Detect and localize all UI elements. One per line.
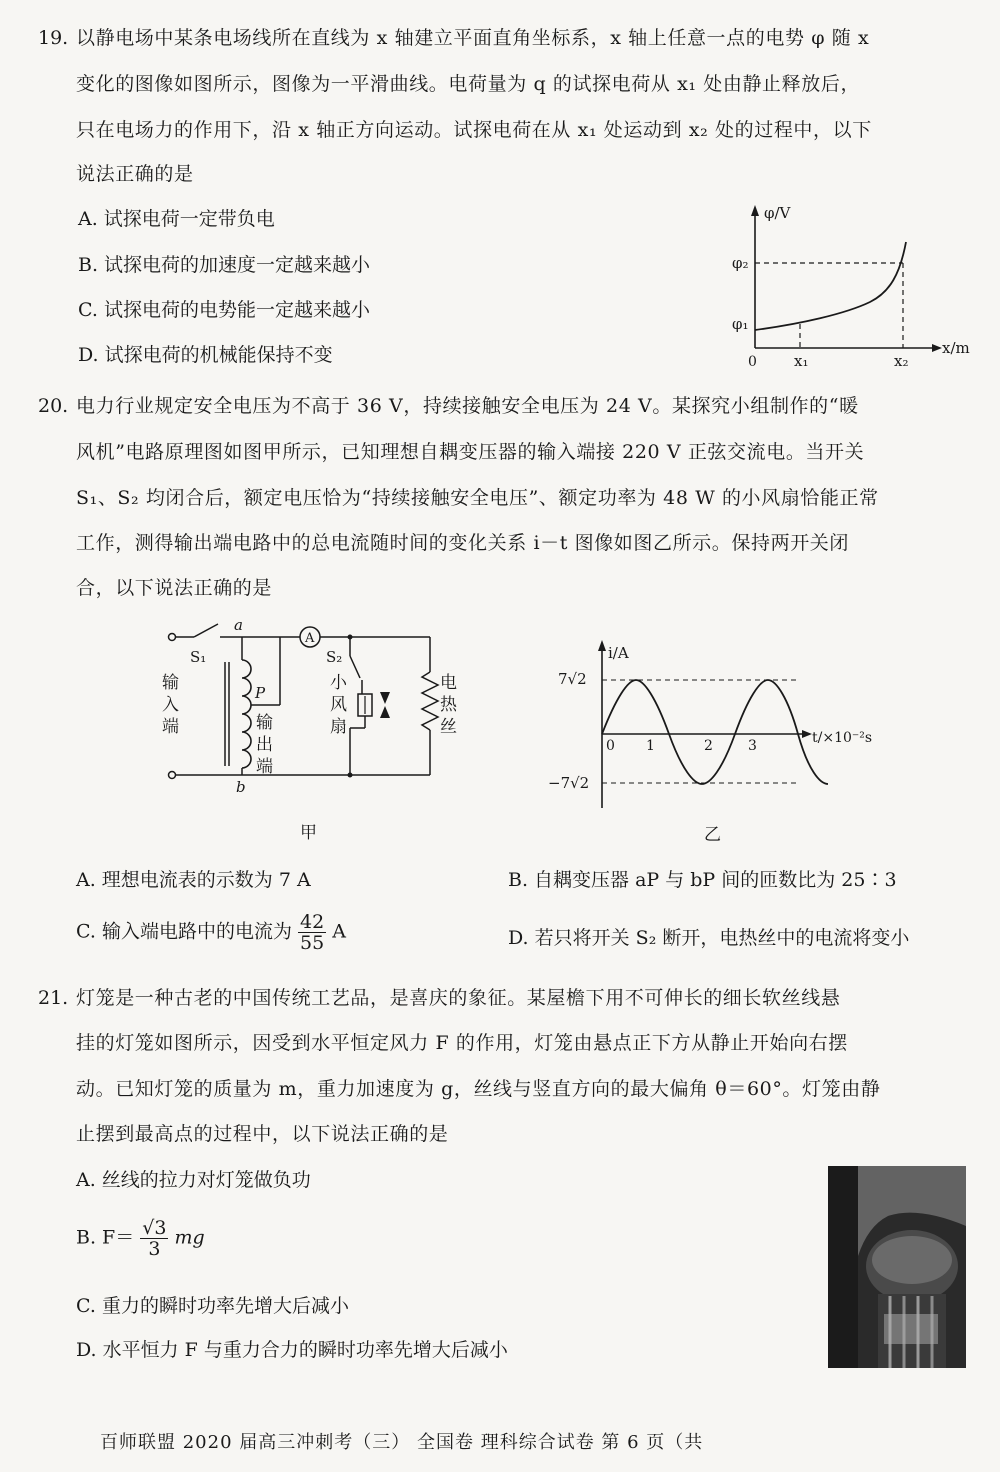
q21-option-b-prefix: B. F＝ xyxy=(76,1226,135,1249)
page-footer: 百师联盟 2020 届高三冲刺考（三） 全国卷 理科综合试卷 第 6 页（共 xyxy=(100,1432,704,1453)
wave-tick-0: 0 xyxy=(606,738,615,754)
q20-option-a: A. 理想电流表的示数为 7 A xyxy=(76,869,311,891)
q21-option-d: D. 水平恒力 F 与重力合力的瞬时功率先增大后减小 xyxy=(76,1339,508,1361)
fan-label-2: 风 xyxy=(330,695,347,715)
wave-x-axis-label: t/×10⁻²s xyxy=(812,730,873,746)
wave-y-axis-label: i/A xyxy=(608,644,629,662)
input-label-1: 输 xyxy=(162,673,179,693)
q21-option-b-suffix: mg xyxy=(174,1226,205,1249)
s1-switch-blade xyxy=(194,624,218,637)
q21-line-3: 动。已知灯笼的质量为 m，重力加速度为 g，丝线与竖直方向的最大偏角 θ＝60°。灯笼由静 xyxy=(76,1078,881,1100)
fan-blade-icon xyxy=(380,692,390,704)
q21-option-a: A. 丝线的拉力对灯笼做负功 xyxy=(76,1169,311,1191)
output-label-2: 出 xyxy=(256,735,273,755)
q20-option-c-numerator: 42 xyxy=(300,911,325,933)
q19-potential-graph xyxy=(720,196,990,376)
q19-x2-label: x₂ xyxy=(894,352,909,370)
q19-line-1: 以静电场中某条电场线所在直线为 x 轴建立平面直角坐标系，x 轴上任意一点的电势 φ 随 x xyxy=(76,27,870,49)
q20-line-1: 电力行业规定安全电压为不高于 36 V，持续接触安全电压为 24 V。某探究小组制作的“暖 xyxy=(76,395,859,417)
q19-potential-curve xyxy=(755,242,906,330)
wave-tick-2: 2 xyxy=(704,738,713,754)
q20-line-4: 工作，测得输出端电路中的总电流随时间的变化关系 i－t 图像如图乙所示。保持两开关闭 xyxy=(76,532,849,554)
q19-x1-label: x₁ xyxy=(794,352,809,370)
q19-line-3: 只在电场力的作用下，沿 x 轴正方向运动。试探电荷在从 x₁ 处运动到 x₂ 处的过程中，以下 xyxy=(76,119,872,141)
lantern-photo xyxy=(828,1166,966,1368)
s2-switch-blade xyxy=(350,656,360,678)
s2-label: S₂ xyxy=(326,648,343,666)
q19-option-a: A. 试探电荷一定带负电 xyxy=(78,208,275,230)
terminal-b-label: b xyxy=(236,778,246,796)
q19-option-c: C. 试探电荷的电势能一定越来越小 xyxy=(78,299,370,321)
input-label-3: 端 xyxy=(162,717,179,737)
wave-ymax-label: 7√2 xyxy=(558,670,587,688)
q19-line-4: 说法正确的是 xyxy=(76,163,194,185)
q21-option-b-denominator: 3 xyxy=(148,1238,161,1260)
q20-option-d: D. 若只将开关 S₂ 断开，电热丝中的电流将变小 xyxy=(508,927,910,949)
input-label-2: 入 xyxy=(162,695,179,715)
q21-line-4: 止摆到最高点的过程中，以下说法正确的是 xyxy=(76,1123,449,1145)
heater-resistor-symbol xyxy=(422,672,438,730)
q19-number: 19. xyxy=(38,27,69,49)
q21-option-b-fraction xyxy=(140,1218,168,1259)
s1-label: S₁ xyxy=(190,648,207,666)
heater-label-3: 丝 xyxy=(440,717,457,737)
q20-option-b: B. 自耦变压器 aP 与 bP 间的匝数比为 25∶3 xyxy=(508,869,897,891)
figure-jia-caption: 甲 xyxy=(300,823,317,843)
wave-ymin-label: −7√2 xyxy=(548,774,590,792)
wave-tick-1: 1 xyxy=(646,738,655,754)
heater-label-1: 电 xyxy=(440,673,457,693)
q20-current-graph xyxy=(540,638,910,850)
q21-option-b xyxy=(76,1218,205,1259)
q20-line-3: S₁、S₂ 均闭合后，额定电压恰为“持续接触安全电压”、额定功率为 48 W 的小风扇恰能正常 xyxy=(76,487,879,509)
fan-label-1: 小 xyxy=(330,673,347,693)
output-label-1: 输 xyxy=(256,713,273,733)
heater-label-2: 热 xyxy=(440,695,457,715)
wave-sine-curve xyxy=(602,680,828,784)
q19-option-d: D. 试探电荷的机械能保持不变 xyxy=(78,344,333,366)
q19-option-b: B. 试探电荷的加速度一定越来越小 xyxy=(78,254,371,276)
q20-option-c-fraction xyxy=(298,912,326,953)
q20-line-2: 风机”电路原理图如图甲所示，已知理想自耦变压器的输入端接 220 V 正弦交流电。当开关 xyxy=(76,441,865,463)
q20-option-c xyxy=(76,912,346,953)
terminal-a-label: a xyxy=(234,616,243,634)
q19-x-axis-label: x/m xyxy=(942,339,970,357)
q20-option-c-denominator: 55 xyxy=(300,932,325,954)
ammeter-label: A xyxy=(305,631,315,646)
q21-line-1: 灯笼是一种古老的中国传统工艺品，是喜庆的象征。某屋檐下用不可伸长的细长软丝线悬 xyxy=(76,987,841,1009)
q21-line-2: 挂的灯笼如图所示，因受到水平恒定风力 F 的作用，灯笼由悬点正下方从静止开始向右摆 xyxy=(76,1032,848,1054)
fan-label-3: 扇 xyxy=(330,717,347,737)
autotransformer-coil xyxy=(242,660,251,768)
q19-phi1-label: φ₁ xyxy=(732,315,749,333)
q19-y-axis-label: φ/V xyxy=(764,204,791,222)
q21-option-b-numerator: √3 xyxy=(142,1217,167,1239)
q20-line-5: 合，以下说法正确的是 xyxy=(76,577,273,599)
output-label-3: 端 xyxy=(256,757,273,777)
wave-tick-3: 3 xyxy=(748,738,757,754)
q19-origin-label: 0 xyxy=(748,354,757,370)
q19-phi2-label: φ₂ xyxy=(732,254,749,272)
q19-line-2: 变化的图像如图所示，图像为一平滑曲线。电荷量为 q 的试探电荷从 x₁ 处由静止释放后， xyxy=(76,73,861,95)
tap-p-label: P xyxy=(255,684,266,702)
q21-option-c: C. 重力的瞬时功率先增大后减小 xyxy=(76,1295,349,1317)
q21-number: 21. xyxy=(38,987,69,1009)
figure-yi-caption: 乙 xyxy=(704,825,721,845)
q20-number: 20. xyxy=(38,395,69,417)
q20-circuit-diagram xyxy=(150,610,470,850)
q20-option-c-prefix: C. 输入端电路中的电流为 xyxy=(76,920,292,943)
q20-option-c-unit: A xyxy=(332,920,346,943)
